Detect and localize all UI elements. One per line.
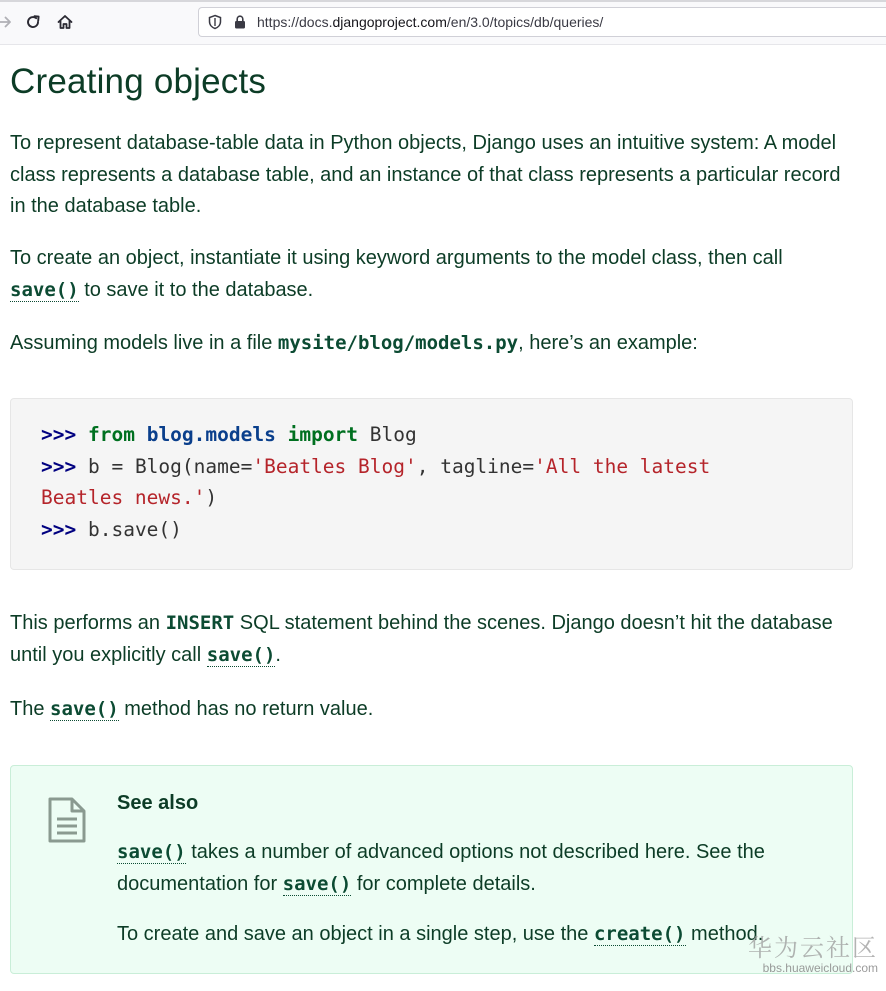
insert-text: This performs an [10, 612, 166, 634]
see-also-paragraph-create [117, 918, 817, 950]
code-string: Beatles news.' [41, 486, 206, 510]
code-module: blog.models [146, 423, 276, 446]
save-link[interactable]: save() [10, 278, 79, 301]
create-text: To create an object, instantiate it using keyword arguments to the model class, then call [10, 247, 783, 269]
code-keyword: import [287, 423, 359, 446]
lock-icon[interactable] [232, 14, 248, 35]
see-also-text: To create and save an object in a single step, use the [117, 923, 594, 945]
reload-icon[interactable] [22, 11, 44, 33]
code-prompt: >>> [41, 517, 77, 541]
url-path: /en/3.0/topics/db/queries/ [446, 14, 604, 30]
code-keyword: from [87, 423, 135, 446]
insert-end-text: . [275, 643, 281, 666]
save-link[interactable]: save() [117, 841, 186, 863]
code-text: , tagline= [416, 454, 535, 478]
home-icon[interactable] [54, 11, 76, 33]
intro-paragraph: To represent database-table data in Python objects, Django uses an intuitive system: A model class represents a database table, and an instance of that class represents a particular record in the database table. [10, 132, 841, 217]
watermark-url: bbs.huaweicloud.com [762, 961, 878, 975]
forward-arrow-icon[interactable] [0, 11, 16, 33]
code-text: b = Blog(name= [87, 454, 253, 478]
code-prompt: >>> [41, 423, 77, 446]
see-also-text: for complete details. [351, 873, 536, 895]
create-suffix-text: to save it to the database. [78, 278, 314, 301]
watermark-title: 华为云社区 [748, 934, 878, 962]
browser-toolbar [0, 0, 886, 45]
watermark [738, 928, 878, 975]
document-icon [47, 796, 87, 849]
see-also-title: See also [117, 792, 199, 814]
page-title: Creating objects [10, 62, 267, 101]
insert-suffix-text: SQL statement behind the scenes. Django doesn’t hit the database until you explicitly call [10, 612, 833, 666]
create-link[interactable]: create() [593, 923, 686, 945]
window-edge [0, 0, 886, 2]
save-link[interactable]: save() [282, 873, 352, 895]
see-also-paragraph [117, 836, 817, 900]
assume-suffix-text: , here’s an example: [518, 332, 698, 354]
return-suffix-text: method has no return value. [118, 698, 374, 720]
save-link[interactable]: save() [50, 698, 119, 720]
code-string: 'Beatles Blog' [252, 454, 417, 478]
insert-code: INSERT [165, 612, 235, 634]
url-scheme: https://docs. [257, 14, 333, 30]
code-example-block [10, 398, 853, 570]
assume-text: Assuming models live in a file [10, 332, 278, 354]
code-name: Blog [369, 423, 417, 446]
url-host: djangoproject.com [332, 14, 447, 30]
code-text: b.save() [87, 517, 182, 541]
code-example[interactable] [41, 419, 710, 545]
code-string: 'All the latest [534, 454, 711, 478]
url-bar[interactable] [198, 7, 886, 37]
insert-paragraph [10, 608, 850, 671]
assume-paragraph [10, 328, 850, 360]
code-text: ) [205, 486, 218, 510]
see-also-text: takes a number of advanced options not described here. See the documentation for [117, 841, 765, 895]
code-prompt: >>> [41, 454, 77, 478]
see-also-text: method. [685, 923, 764, 945]
tracking-shield-icon[interactable] [207, 14, 223, 35]
create-paragraph [10, 243, 850, 306]
return-paragraph [10, 694, 850, 726]
see-also-box [10, 765, 853, 974]
models-path-code: mysite/blog/models.py [277, 332, 519, 354]
save-link[interactable]: save() [206, 643, 276, 666]
url-text[interactable] [257, 14, 603, 30]
return-text: The [10, 698, 51, 720]
